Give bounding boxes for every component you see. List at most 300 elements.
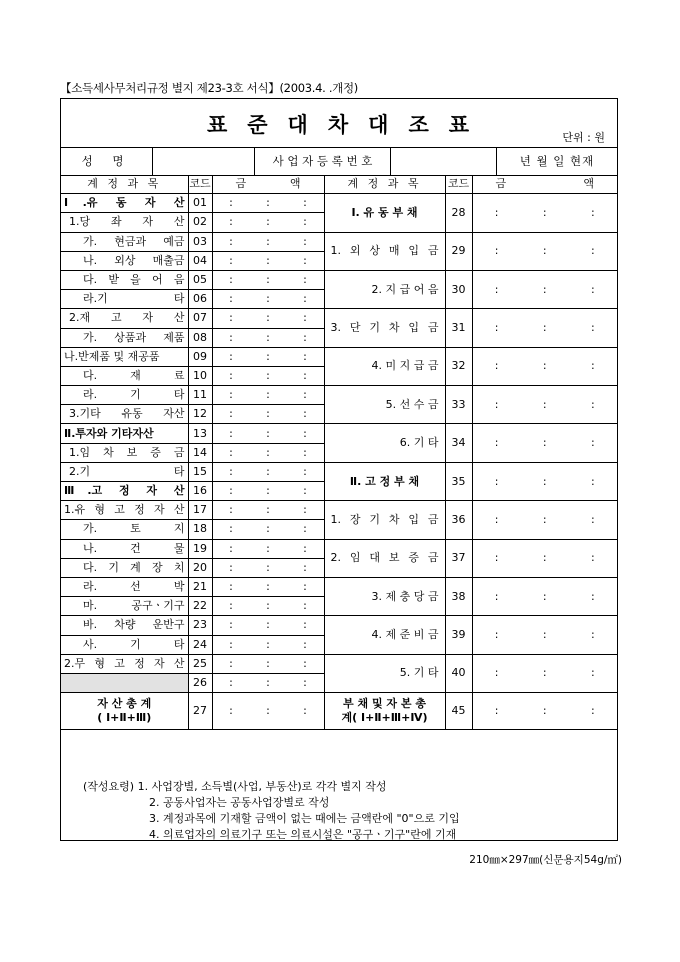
bizno-label: 사 업 자 등 록 번 호 [255, 147, 391, 175]
amount-separators [213, 637, 324, 653]
colon-separator: : [229, 426, 233, 440]
colon-separator: : [229, 445, 233, 459]
account-label: 다. 재 료 [61, 366, 188, 385]
colon-separator: : [303, 503, 307, 517]
code-header: 코드 [188, 175, 212, 194]
colon-separator: : [229, 407, 233, 421]
account-label: 가. 현금과 예금 [61, 232, 188, 251]
amount-separators [213, 214, 324, 230]
amount-header-left: 금 [495, 177, 507, 191]
instruction-line: (작성요령) 1. 사업장별, 소득별(사업, 부동산)로 각각 별지 작성 [83, 780, 387, 793]
total-line: 계( Ⅰ+Ⅱ+Ⅲ+Ⅳ) [341, 711, 428, 725]
colon-separator: : [303, 407, 307, 421]
account-label: 가. 상품과 제품 [61, 328, 188, 347]
colon-separator: : [266, 704, 270, 718]
colon-separator: : [266, 253, 270, 267]
colon-separator: : [494, 474, 499, 488]
account-label: 5. 기 타 [324, 654, 445, 692]
colon-separator: : [494, 321, 499, 334]
name-row [61, 147, 617, 176]
colon-separator: : [266, 675, 270, 689]
colon-separator: : [303, 580, 307, 594]
unit-label: 단위 : 원 [562, 131, 605, 144]
form-reference-note: 【소득세사무처리규정 별지 제23-3호 서식】(2003.4. .개정) [60, 81, 358, 95]
amount-separators [213, 291, 324, 307]
colon-separator: : [266, 580, 270, 594]
code-cell: 08 [188, 328, 212, 347]
amount-header-text [216, 176, 321, 192]
colon-separator: : [591, 704, 595, 718]
amount-field[interactable] [212, 520, 324, 539]
colon-separator: : [542, 551, 547, 565]
title-row [61, 99, 617, 148]
colon-separator: : [229, 292, 233, 306]
amount-field[interactable] [212, 443, 324, 462]
account-label: 6. 기 타 [324, 424, 445, 462]
colon-separator: : [229, 522, 233, 536]
amount-separators [213, 426, 324, 442]
amount-field[interactable] [472, 194, 617, 232]
account-label: 사. 기 타 [61, 635, 188, 654]
amount-field[interactable] [212, 213, 324, 232]
amount-field[interactable] [212, 577, 324, 596]
amount-field[interactable] [212, 232, 324, 251]
table-row [61, 309, 617, 328]
colon-separator: : [591, 282, 595, 296]
amount-field[interactable] [212, 405, 324, 424]
code-cell: 29 [445, 232, 472, 270]
colon-separator: : [591, 397, 595, 411]
account-label: Ⅲ.고 정 자 산 [61, 482, 188, 501]
colon-separator: : [229, 503, 233, 517]
account-label: 마. 공구ㆍ기구 [61, 597, 188, 616]
colon-separator: : [591, 359, 595, 373]
amount-field[interactable] [472, 462, 617, 500]
colon-separator: : [494, 589, 499, 603]
colon-separator: : [303, 273, 307, 287]
amount-separators [213, 406, 324, 422]
amount-field[interactable] [212, 328, 324, 347]
colon-separator: : [303, 388, 307, 402]
colon-separator: : [266, 656, 270, 670]
code-cell: 33 [445, 386, 472, 424]
bizno-field[interactable] [391, 147, 497, 175]
code-cell: 38 [445, 577, 472, 615]
code-cell: 28 [445, 194, 472, 232]
code-cell: 19 [188, 539, 212, 558]
colon-separator: : [494, 244, 499, 258]
amount-separators [473, 474, 618, 490]
amount-separators [213, 464, 324, 480]
amount-field[interactable] [212, 347, 324, 366]
amount-field[interactable] [212, 597, 324, 616]
asset-total-label [61, 693, 188, 730]
name-label: 성 명 [61, 147, 153, 175]
colon-separator: : [229, 560, 233, 574]
colon-separator: : [303, 560, 307, 574]
account-label: 가. 토 지 [61, 520, 188, 539]
colon-separator: : [229, 704, 233, 718]
colon-separator: : [494, 359, 499, 373]
colon-separator: : [266, 503, 270, 517]
amount-field[interactable] [212, 386, 324, 405]
colon-separator: : [229, 311, 233, 325]
code-cell: 15 [188, 462, 212, 481]
code-cell: 45 [445, 693, 472, 730]
colon-separator: : [266, 484, 270, 498]
account-label: 4. 제 준 비 금 [324, 616, 445, 654]
amount-field[interactable] [212, 635, 324, 654]
amount-separators [213, 541, 324, 557]
account-label: 3.기타 유동 자산 [61, 405, 188, 424]
colon-separator: : [266, 349, 270, 363]
colon-separator: : [229, 637, 233, 651]
colon-separator: : [266, 407, 270, 421]
code-cell: 32 [445, 347, 472, 385]
amount-header [472, 175, 617, 194]
balance-sheet-form [60, 98, 618, 841]
code-cell: 24 [188, 635, 212, 654]
account-label: 2.무 형 고 정 자 산 [61, 654, 188, 673]
account-label: 바. 차량 운반구 [61, 616, 188, 635]
colon-separator: : [303, 330, 307, 344]
amount-separators [473, 205, 618, 221]
colon-separator: : [266, 445, 270, 459]
table-row [61, 270, 617, 289]
colon-separator: : [542, 512, 547, 526]
amount-separators [213, 617, 324, 633]
account-label: Ⅱ. 고 정 부 채 [324, 462, 445, 500]
code-cell: 17 [188, 501, 212, 520]
colon-separator: : [494, 397, 499, 411]
amount-field[interactable] [212, 366, 324, 385]
colon-separator: : [303, 368, 307, 382]
colon-separator: : [542, 397, 547, 411]
code-cell: 36 [445, 501, 472, 539]
colon-separator: : [266, 273, 270, 287]
code-cell: 25 [188, 654, 212, 673]
colon-separator: : [229, 541, 233, 555]
title-char: 표 [206, 112, 230, 137]
colon-separator: : [591, 666, 595, 680]
colon-separator: : [303, 196, 307, 210]
total-line: 부 채 및 자 본 총 [343, 697, 426, 711]
account-label: 1.임 차 보 증 금 [61, 443, 188, 462]
amount-separators [473, 397, 618, 413]
account-header: 계 정 과 목 [61, 175, 188, 194]
code-cell: 07 [188, 309, 212, 328]
colon-separator: : [229, 215, 233, 229]
amount-separators [473, 358, 618, 374]
colon-separator: : [542, 205, 547, 219]
colon-separator: : [494, 704, 499, 718]
colon-separator: : [591, 589, 595, 603]
colon-separator: : [229, 656, 233, 670]
amount-field[interactable] [472, 424, 617, 462]
table-row [61, 462, 617, 481]
account-label: 1.유 형 고 정 자 산 [61, 501, 188, 520]
code-cell: 05 [188, 270, 212, 289]
amount-separators [213, 368, 324, 384]
colon-separator: : [229, 464, 233, 478]
colon-separator: : [229, 580, 233, 594]
account-label: 4. 미 지 급 금 [324, 347, 445, 385]
code-cell: 16 [188, 482, 212, 501]
colon-separator: : [266, 599, 270, 613]
amount-separators [213, 521, 324, 537]
colon-separator: : [303, 445, 307, 459]
amount-separators [213, 656, 324, 672]
amount-separators [213, 195, 324, 211]
amount-field[interactable] [212, 693, 324, 730]
code-cell: 03 [188, 232, 212, 251]
colon-separator: : [229, 253, 233, 267]
code-cell: 13 [188, 424, 212, 443]
instruction-line: 3. 계정과목에 기재할 금액이 없는 때에는 금액란에 "0"으로 기입 [149, 812, 460, 825]
colon-separator: : [494, 628, 499, 641]
amount-field[interactable] [472, 501, 617, 539]
amount-header-right: 액 [583, 177, 594, 191]
amount-separators [213, 598, 324, 614]
code-cell: 01 [188, 194, 212, 213]
account-label: 나.반제품 및 재공품 [61, 347, 188, 366]
colon-separator: : [542, 666, 547, 680]
table-row [61, 194, 617, 213]
code-cell: 09 [188, 347, 212, 366]
amount-header [212, 175, 324, 194]
amount-separators [213, 675, 324, 691]
amount-header-text [476, 176, 615, 192]
account-label: 다. 기 계 장 치 [61, 558, 188, 577]
amount-field[interactable] [212, 270, 324, 289]
account-label: 3. 단 기 차 입 금 [324, 309, 445, 347]
code-cell: 26 [188, 673, 212, 692]
code-cell: 12 [188, 405, 212, 424]
colon-separator: : [229, 675, 233, 689]
amount-separators [213, 272, 324, 288]
account-label: 5. 선 수 금 [324, 386, 445, 424]
account-label [61, 673, 188, 692]
colon-separator: : [266, 215, 270, 229]
colon-separator: : [303, 599, 307, 613]
colon-separator: : [266, 292, 270, 306]
amount-separators [473, 435, 618, 451]
amount-header-left: 금 [235, 177, 247, 191]
code-cell: 22 [188, 597, 212, 616]
amount-field[interactable] [472, 347, 617, 385]
colon-separator: : [303, 618, 307, 632]
colon-separator: : [303, 637, 307, 651]
amount-separators [473, 703, 618, 719]
colon-separator: : [229, 273, 233, 287]
colon-separator: : [266, 234, 270, 248]
colon-separator: : [494, 666, 499, 680]
colon-separator: : [542, 474, 547, 488]
title-char: 차 [327, 112, 351, 137]
colon-separator: : [266, 618, 270, 632]
amount-field[interactable] [212, 424, 324, 443]
amount-separators [213, 560, 324, 576]
code-cell: 37 [445, 539, 472, 577]
code-cell: 10 [188, 366, 212, 385]
colon-separator: : [591, 321, 595, 334]
colon-separator: : [266, 196, 270, 210]
account-label: 3. 제 충 당 금 [324, 577, 445, 615]
amount-separators [213, 234, 324, 250]
amount-field[interactable] [472, 386, 617, 424]
colon-separator: : [266, 560, 270, 574]
account-label: Ⅰ.유 동 자 산 [61, 194, 188, 213]
account-label: 2.기 타 [61, 462, 188, 481]
colon-separator: : [229, 349, 233, 363]
colon-separator: : [266, 426, 270, 440]
colon-separator: : [303, 292, 307, 306]
account-label: 라. 기 타 [61, 386, 188, 405]
code-cell: 27 [188, 693, 212, 730]
colon-separator: : [542, 704, 547, 718]
colon-separator: : [303, 522, 307, 536]
colon-separator: : [494, 282, 499, 296]
amount-separators [473, 243, 618, 259]
colon-separator: : [266, 388, 270, 402]
amount-field[interactable] [472, 616, 617, 654]
colon-separator: : [591, 628, 595, 641]
colon-separator: : [542, 321, 547, 334]
colon-separator: : [591, 436, 595, 450]
account-label: Ⅰ. 유 동 부 채 [324, 194, 445, 232]
amount-header-right: 액 [289, 177, 301, 191]
amount-field[interactable] [212, 673, 324, 692]
colon-separator: : [542, 244, 547, 258]
colon-separator: : [266, 311, 270, 325]
amount-separators [473, 550, 618, 566]
account-label: 1. 외 상 매 입 금 [324, 232, 445, 270]
table-row [61, 539, 617, 558]
colon-separator: : [229, 330, 233, 344]
colon-separator: : [266, 541, 270, 555]
code-cell: 34 [445, 424, 472, 462]
balance-table [61, 175, 617, 730]
amount-separators [473, 665, 618, 681]
total-row [61, 693, 617, 730]
amount-field[interactable] [212, 194, 324, 213]
colon-separator: : [591, 474, 595, 488]
title-char: 대 [287, 112, 310, 137]
colon-separator: : [542, 589, 547, 603]
amount-field[interactable] [212, 462, 324, 481]
account-label: 2. 임 대 보 증 금 [324, 539, 445, 577]
table-row [61, 577, 617, 596]
code-cell: 06 [188, 290, 212, 309]
amount-field[interactable] [212, 290, 324, 309]
colon-separator: : [591, 512, 595, 526]
code-cell: 23 [188, 616, 212, 635]
paper-spec: 210㎜×297㎜(신문용지54g/㎡) [469, 854, 622, 866]
amount-field[interactable] [472, 577, 617, 615]
amount-separators [213, 483, 324, 499]
code-cell: 02 [188, 213, 212, 232]
colon-separator: : [303, 426, 307, 440]
account-label: 1. 장 기 차 입 금 [324, 501, 445, 539]
colon-separator: : [266, 464, 270, 478]
colon-separator: : [591, 551, 595, 565]
colon-separator: : [303, 675, 307, 689]
amount-separators [213, 579, 324, 595]
table-row [61, 232, 617, 251]
colon-separator: : [494, 551, 499, 565]
account-header: 계 정 과 목 [324, 175, 445, 194]
amount-field[interactable] [212, 482, 324, 501]
amount-separators [213, 310, 324, 326]
account-label: 1.당 좌 자 산 [61, 213, 188, 232]
code-cell: 18 [188, 520, 212, 539]
code-cell: 20 [188, 558, 212, 577]
colon-separator: : [266, 330, 270, 344]
account-label: Ⅱ.투자와 기타자산 [61, 424, 188, 443]
colon-separator: : [303, 215, 307, 229]
amount-field[interactable] [472, 654, 617, 692]
account-label: 라. 선 박 [61, 577, 188, 596]
name-field[interactable] [153, 147, 255, 175]
title-char: 조 [408, 112, 431, 137]
colon-separator: : [229, 599, 233, 613]
header-row [61, 175, 617, 194]
code-cell: 30 [445, 270, 472, 308]
amount-field[interactable] [472, 539, 617, 577]
amount-field[interactable] [472, 270, 617, 308]
amount-field[interactable] [212, 616, 324, 635]
amount-field[interactable] [212, 654, 324, 673]
colon-separator: : [303, 253, 307, 267]
amount-separators [473, 282, 618, 298]
title-char: 대 [368, 112, 391, 137]
table-row [61, 424, 617, 443]
amount-field[interactable] [212, 558, 324, 577]
colon-separator: : [229, 484, 233, 498]
code-cell: 35 [445, 462, 472, 500]
colon-separator: : [542, 628, 547, 641]
colon-separator: : [542, 436, 547, 450]
account-label: 2.재 고 자 산 [61, 309, 188, 328]
amount-field[interactable] [212, 501, 324, 520]
colon-separator: : [229, 618, 233, 632]
title-char: 표 [448, 112, 472, 137]
account-label: 2. 지 급 어 음 [324, 270, 445, 308]
amount-separators [213, 445, 324, 461]
form-title [61, 109, 617, 139]
date-label: 년 월 일 현재 [519, 154, 595, 168]
colon-separator: : [229, 368, 233, 382]
colon-separator: : [494, 512, 499, 526]
amount-field[interactable] [212, 251, 324, 270]
table-row [61, 386, 617, 405]
amount-separators [473, 627, 618, 643]
total-line: ( Ⅰ+Ⅱ+Ⅲ) [97, 711, 152, 725]
amount-field[interactable] [212, 539, 324, 558]
code-cell: 21 [188, 577, 212, 596]
amount-field[interactable] [472, 232, 617, 270]
colon-separator: : [591, 205, 595, 219]
amount-field[interactable] [472, 309, 617, 347]
table-row [61, 501, 617, 520]
amount-separators [473, 512, 618, 528]
code-cell: 14 [188, 443, 212, 462]
amount-field[interactable] [212, 309, 324, 328]
amount-field[interactable] [472, 693, 617, 730]
code-cell: 04 [188, 251, 212, 270]
colon-separator: : [542, 282, 547, 296]
amount-separators [213, 502, 324, 518]
